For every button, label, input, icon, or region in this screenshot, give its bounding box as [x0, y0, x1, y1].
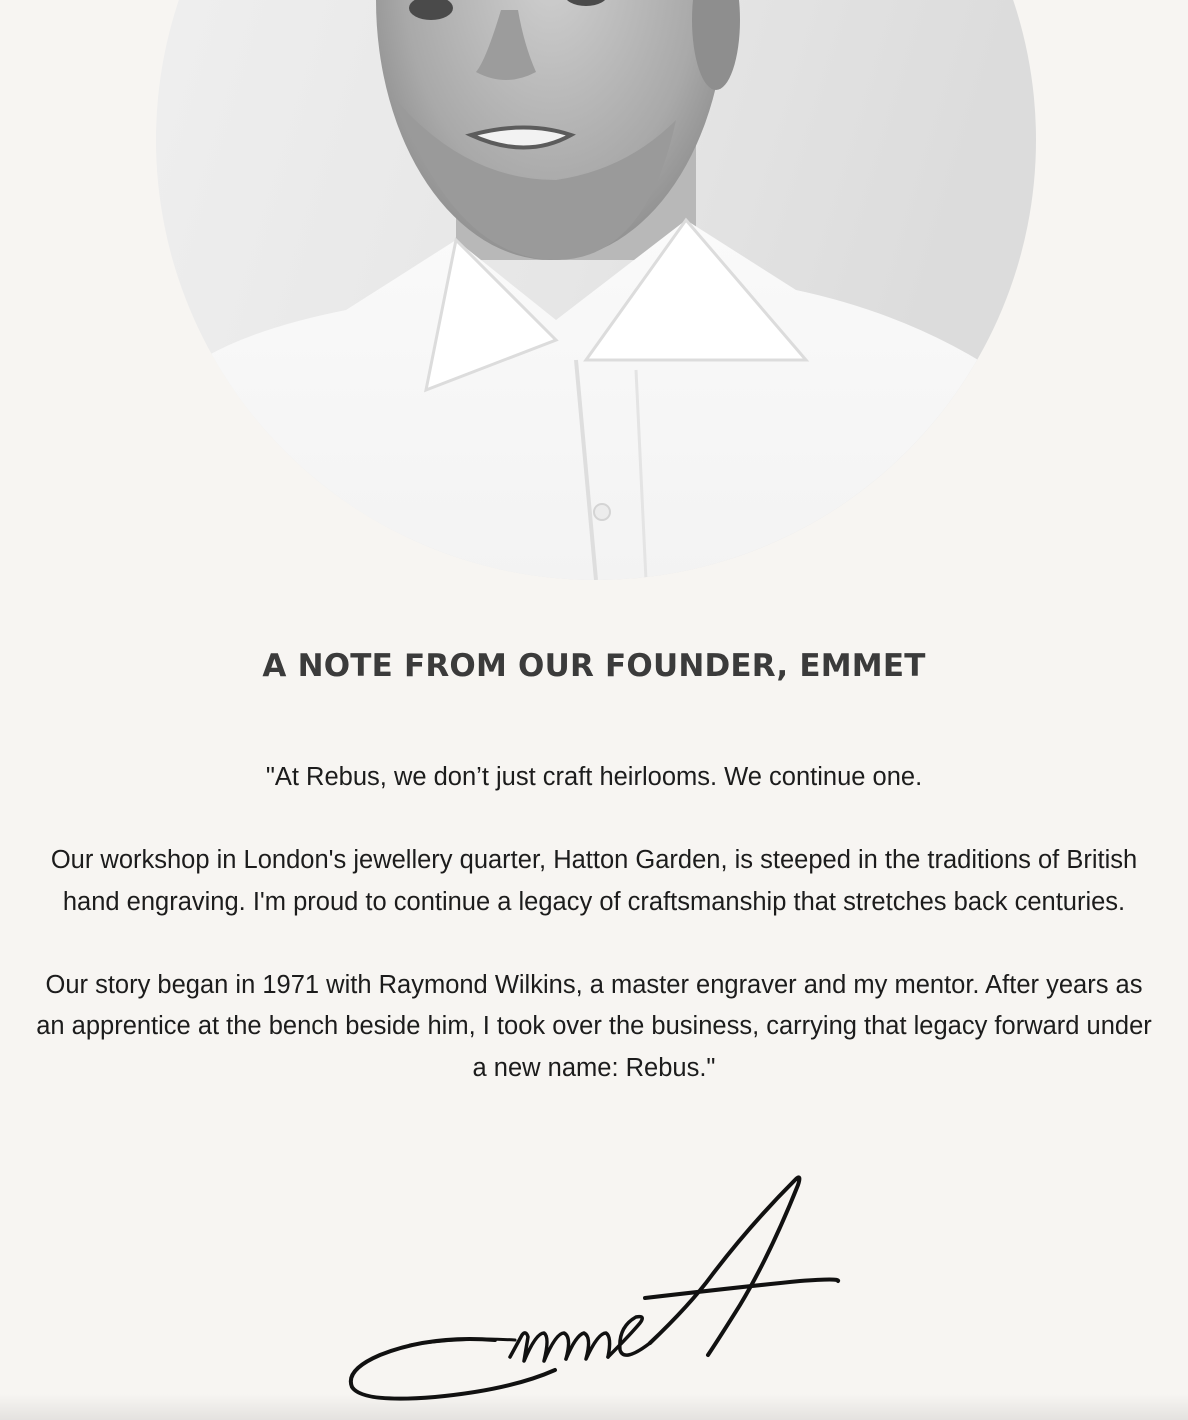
founder-portrait [156, 0, 1036, 580]
note-paragraph-3: Our story began in 1971 with Raymond Wilkins, a master engraver and my mentor. After years as an apprentice at the bench beside him, I took over the business, carrying that legacy forward under a new name: Rebus." [36, 970, 1152, 1082]
bottom-edge-shadow [0, 1394, 1188, 1420]
founder-note-heading: A NOTE FROM OUR FOUNDER, EMMET [262, 648, 926, 684]
founder-signature [340, 1165, 860, 1410]
note-paragraph-2: Our workshop in London's jewellery quarter, Hatton Garden, is steeped in the traditions of British hand engraving. I'm proud to continue a legacy of craftsmanship that stretches back centuries. [50, 846, 1138, 916]
founder-note-body [30, 757, 1158, 1089]
founder-portrait-photo [156, 0, 1036, 580]
note-paragraph-1: "At Rebus, we don’t just craft heirlooms. We continue one. [265, 763, 923, 791]
